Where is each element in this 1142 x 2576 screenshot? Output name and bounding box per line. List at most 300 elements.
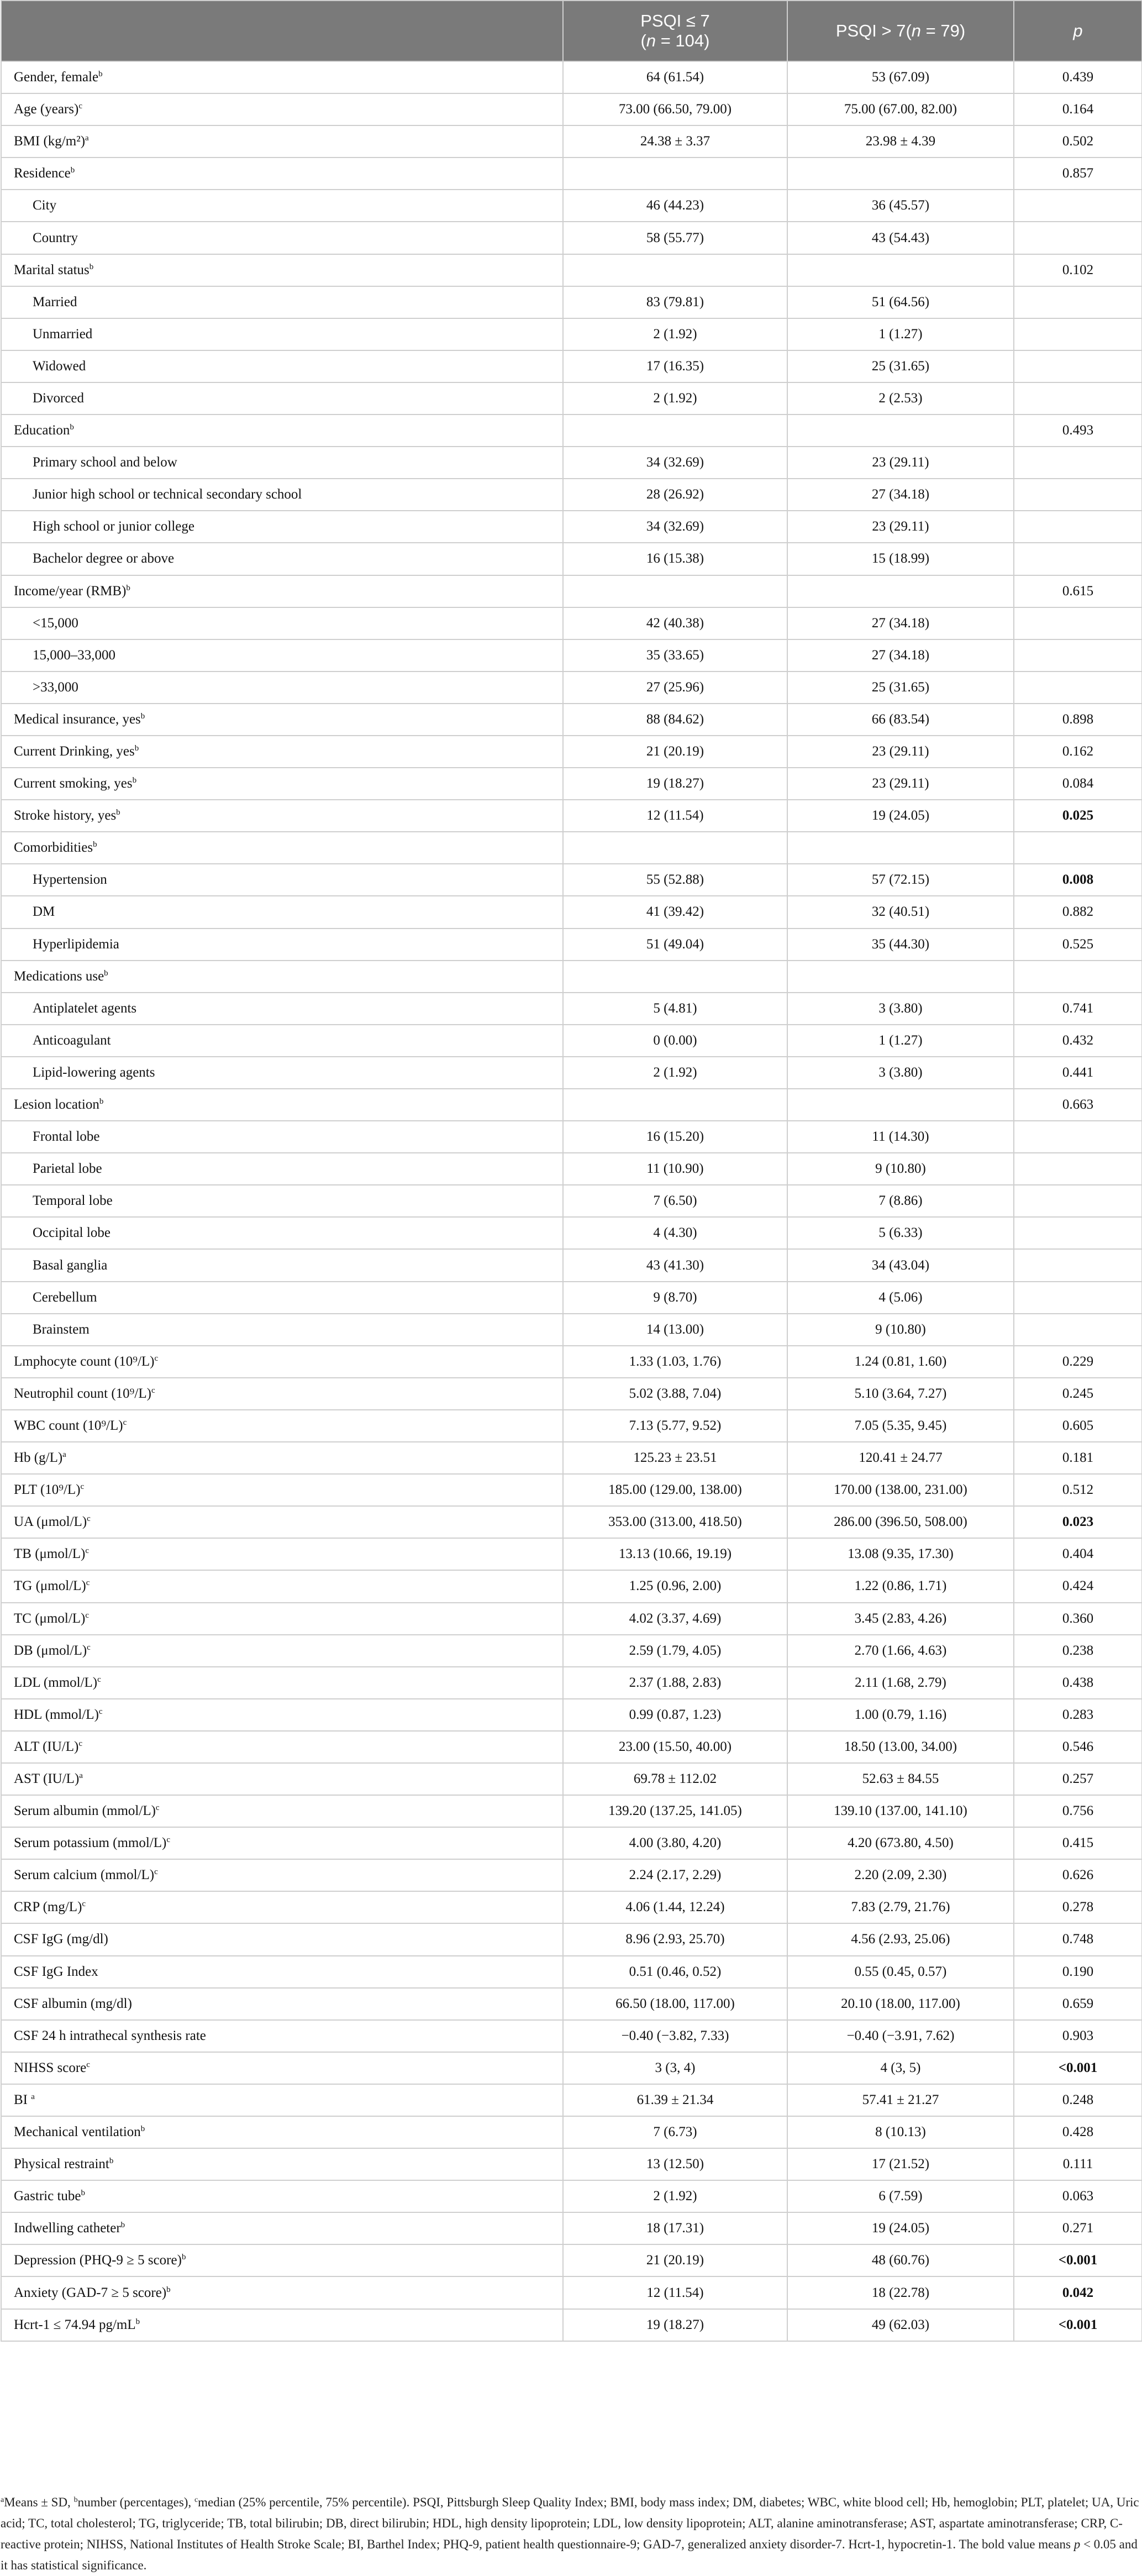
row-label-cell: [1, 768, 563, 800]
p-value: 0.512: [1014, 1474, 1142, 1506]
p-value: 0.404: [1014, 1538, 1142, 1570]
psqi-high-value: 2 (2.53): [787, 382, 1014, 415]
table-row: [1, 928, 1142, 961]
table-row: [1, 1153, 1142, 1185]
row-label-footnote-marker: c: [87, 1514, 91, 1524]
p-value: 0.042: [1014, 2276, 1142, 2309]
p-value: 0.278: [1014, 1891, 1142, 1923]
psqi-low-value: 14 (13.00): [563, 1314, 787, 1346]
row-label: Basal ganglia: [33, 1257, 108, 1273]
p-value: 0.164: [1014, 93, 1142, 125]
psqi-high-value: 5 (6.33): [787, 1217, 1014, 1249]
header-psqi-low-count: = 104): [656, 31, 710, 50]
p-value: 0.181: [1014, 1442, 1142, 1474]
row-label: City: [33, 198, 57, 213]
row-label: <15,000: [33, 615, 78, 631]
p-value: 0.162: [1014, 736, 1142, 768]
psqi-low-value: 19 (18.27): [563, 2309, 787, 2341]
row-label: Current Drinking, yes: [14, 744, 135, 759]
psqi-high-value: 57 (72.15): [787, 864, 1014, 896]
psqi-high-value: 27 (34.18): [787, 607, 1014, 639]
row-label-footnote-marker: c: [78, 1739, 83, 1748]
p-value: 0.741: [1014, 993, 1142, 1025]
psqi-low-value: 41 (39.42): [563, 896, 787, 928]
row-label-cell: [1, 2212, 563, 2244]
p-value: 0.111: [1014, 2148, 1142, 2180]
psqi-low-value: 66.50 (18.00, 117.00): [563, 1988, 787, 2020]
row-label-cell: [1, 1635, 563, 1667]
row-label: Hypertension: [33, 872, 107, 888]
row-label-footnote-marker: c: [85, 1546, 90, 1556]
row-label-footnote-marker: b: [81, 2189, 85, 2198]
psqi-low-value: [563, 575, 787, 607]
row-label-cell: [1, 2116, 563, 2148]
table-row: [1, 1089, 1142, 1121]
p-value: 0.882: [1014, 896, 1142, 928]
row-label-cell: [1, 1185, 563, 1217]
psqi-high-value: 1.24 (0.81, 1.60): [787, 1346, 1014, 1378]
p-value: [1014, 1282, 1142, 1314]
row-label-cell: [1, 1506, 563, 1538]
table-row: [1, 1827, 1142, 1859]
row-label: HDL (mmol/L): [14, 1707, 99, 1722]
psqi-high-value: 23 (29.11): [787, 768, 1014, 800]
table-row: [1, 1603, 1142, 1635]
row-label-cell: [1, 1346, 563, 1378]
table-footnote: [1, 2492, 1141, 2576]
row-label: Neutrophil count (10⁹/L): [14, 1386, 151, 1401]
psqi-high-value: 25 (31.65): [787, 350, 1014, 382]
psqi-low-value: [563, 1089, 787, 1121]
table-row: [1, 2309, 1142, 2341]
psqi-high-value: 2.11 (1.68, 2.79): [787, 1667, 1014, 1699]
p-value: [1014, 1185, 1142, 1217]
row-label-cell: [1, 61, 563, 93]
psqi-high-value: 11 (14.30): [787, 1121, 1014, 1153]
p-value: 0.415: [1014, 1827, 1142, 1859]
row-label-cell: [1, 318, 563, 350]
psqi-high-value: 53 (67.09): [787, 61, 1014, 93]
psqi-low-value: 13.13 (10.66, 19.19): [563, 1538, 787, 1570]
psqi-low-value: 2 (1.92): [563, 318, 787, 350]
psqi-low-value: 5 (4.81): [563, 993, 787, 1025]
p-value: 0.283: [1014, 1699, 1142, 1731]
row-label-footnote-marker: b: [116, 808, 120, 817]
p-value: 0.748: [1014, 1923, 1142, 1955]
row-label-cell: [1, 1667, 563, 1699]
table-row: [1, 1185, 1142, 1217]
p-value: 0.439: [1014, 61, 1142, 93]
psqi-high-value: 4 (3, 5): [787, 2052, 1014, 2084]
row-label-cell: [1, 736, 563, 768]
psqi-low-value: 0 (0.00): [563, 1025, 787, 1057]
row-label-footnote-marker: b: [181, 2253, 186, 2262]
row-label-cell: [1, 928, 563, 961]
table-row: [1, 1538, 1142, 1570]
table-row: [1, 543, 1142, 575]
row-label-cell: [1, 1763, 563, 1795]
row-label: BI: [14, 2092, 31, 2107]
p-value: 0.248: [1014, 2084, 1142, 2116]
table-row: [1, 993, 1142, 1025]
header-variable: [1, 1, 563, 61]
table-row: [1, 61, 1142, 93]
psqi-high-value: 1.00 (0.79, 1.16): [787, 1699, 1014, 1731]
psqi-high-value: 52.63 ± 84.55: [787, 1763, 1014, 1795]
row-label: Medications use: [14, 968, 104, 984]
row-label: AST (IU/L): [14, 1771, 80, 1787]
row-label: Temporal lobe: [33, 1193, 113, 1209]
table-row: [1, 1249, 1142, 1281]
row-label: LDL (mmol/L): [14, 1675, 98, 1690]
table-row: [1, 1763, 1142, 1795]
psqi-low-value: 2 (1.92): [563, 2180, 787, 2212]
row-label-cell: [1, 125, 563, 158]
row-label: BMI (kg/m²): [14, 134, 86, 149]
row-label-footnote-marker: c: [123, 1418, 127, 1427]
row-label-cell: [1, 961, 563, 993]
psqi-high-value: 18 (22.78): [787, 2276, 1014, 2309]
table-header: [1, 1, 1142, 61]
row-label-cell: [1, 1314, 563, 1346]
footnote-text-b: number (percentages),: [77, 2495, 194, 2509]
table-row: [1, 254, 1142, 286]
header-row: [1, 1, 1142, 61]
row-label-cell: [1, 1570, 563, 1602]
table-row: [1, 286, 1142, 318]
row-label-footnote-marker: c: [98, 1707, 103, 1716]
psqi-low-value: 55 (52.88): [563, 864, 787, 896]
row-label-footnote-marker: a: [79, 1771, 83, 1781]
row-label: Lipid-lowering agents: [33, 1064, 155, 1080]
psqi-high-value: 23.98 ± 4.39: [787, 125, 1014, 158]
row-label: Divorced: [33, 390, 85, 406]
psqi-low-value: 2.24 (2.17, 2.29): [563, 1859, 787, 1891]
table-row: [1, 2052, 1142, 2084]
psqi-high-value: 51 (64.56): [787, 286, 1014, 318]
row-label-cell: [1, 1699, 563, 1731]
p-value: [1014, 961, 1142, 993]
row-label: PLT (10⁹/L): [14, 1482, 81, 1498]
psqi-high-value: 7.83 (2.79, 21.76): [787, 1891, 1014, 1923]
psqi-low-value: 24.38 ± 3.37: [563, 125, 787, 158]
row-label: Serum calcium (mmol/L): [14, 1867, 155, 1883]
row-label: CSF albumin (mg/dl): [14, 1996, 132, 2011]
table-row: [1, 125, 1142, 158]
p-value: 0.756: [1014, 1795, 1142, 1827]
table-row: [1, 93, 1142, 125]
psqi-high-value: 27 (34.18): [787, 479, 1014, 511]
row-label-footnote-marker: c: [154, 1353, 159, 1363]
table-row: [1, 736, 1142, 768]
header-p-value: p: [1014, 1, 1142, 61]
table-row: [1, 1731, 1142, 1763]
psqi-high-value: 7 (8.86): [787, 1185, 1014, 1217]
header-psqi-high-count: = 79): [921, 21, 966, 41]
table-row: [1, 832, 1142, 864]
psqi-high-value: 32 (40.51): [787, 896, 1014, 928]
p-value: [1014, 286, 1142, 318]
psqi-high-value: 2.70 (1.66, 4.63): [787, 1635, 1014, 1667]
row-label-footnote-marker: b: [140, 2124, 145, 2134]
psqi-low-value: 88 (84.62): [563, 704, 787, 736]
row-label: Comorbidities: [14, 840, 93, 856]
psqi-low-value: 139.20 (137.25, 141.05): [563, 1795, 787, 1827]
psqi-low-value: [563, 961, 787, 993]
row-label-cell: [1, 2020, 563, 2052]
p-value: [1014, 447, 1142, 479]
row-label: Physical restraint: [14, 2157, 109, 2172]
psqi-high-value: 1 (1.27): [787, 1025, 1014, 1057]
row-label: Frontal lobe: [33, 1129, 100, 1145]
p-value: 0.546: [1014, 1731, 1142, 1763]
psqi-high-value: 4.20 (673.80, 4.50): [787, 1827, 1014, 1859]
psqi-low-value: 7 (6.73): [563, 2116, 787, 2148]
row-label-cell: [1, 1410, 563, 1442]
row-label-footnote-marker: b: [140, 711, 145, 721]
psqi-low-value: 21 (20.19): [563, 736, 787, 768]
psqi-low-value: 18 (17.31): [563, 2212, 787, 2244]
row-label-footnote-marker: a: [85, 134, 89, 143]
row-label-cell: [1, 1538, 563, 1570]
table-row: [1, 1923, 1142, 1955]
row-label: Anxiety (GAD-7 ≥ 5 score): [14, 2285, 167, 2300]
row-label: Marital status: [14, 262, 90, 277]
row-label-cell: [1, 1731, 563, 1763]
row-label-cell: [1, 1988, 563, 2020]
table-row: [1, 1891, 1142, 1923]
p-value: 0.626: [1014, 1859, 1142, 1891]
table-row: [1, 382, 1142, 415]
row-label: Married: [33, 294, 77, 309]
table-row: [1, 639, 1142, 671]
row-label-footnote-marker: c: [78, 102, 82, 111]
table-row: [1, 190, 1142, 222]
psqi-low-value: 353.00 (313.00, 418.50): [563, 1506, 787, 1538]
header-psqi-low-paren: (: [640, 31, 646, 50]
psqi-high-value: 2.20 (2.09, 2.30): [787, 1859, 1014, 1891]
psqi-low-value: 1.33 (1.03, 1.76): [563, 1346, 787, 1378]
psqi-high-value: 23 (29.11): [787, 511, 1014, 543]
row-label-cell: [1, 1442, 563, 1474]
p-value: [1014, 639, 1142, 671]
p-value: 0.615: [1014, 575, 1142, 607]
psqi-low-value: 3 (3, 4): [563, 2052, 787, 2084]
p-value: [1014, 479, 1142, 511]
row-label-footnote-marker: b: [132, 776, 137, 785]
p-value: 0.525: [1014, 928, 1142, 961]
psqi-high-value: 20.10 (18.00, 117.00): [787, 1988, 1014, 2020]
psqi-low-value: 23.00 (15.50, 40.00): [563, 1731, 787, 1763]
psqi-high-value: 3.45 (2.83, 4.26): [787, 1603, 1014, 1635]
row-label: High school or junior college: [33, 519, 194, 534]
psqi-low-value: 19 (18.27): [563, 768, 787, 800]
row-label: TC (μmol/L): [14, 1610, 86, 1626]
table-row: [1, 1410, 1142, 1442]
row-label-cell: [1, 575, 563, 607]
table-row: [1, 1859, 1142, 1891]
row-label-footnote-marker: c: [151, 1386, 155, 1395]
table-row: [1, 2180, 1142, 2212]
row-label-footnote-marker: c: [82, 1900, 86, 1909]
p-value: 0.441: [1014, 1057, 1142, 1089]
psqi-low-value: 8.96 (2.93, 25.70): [563, 1923, 787, 1955]
row-label-cell: [1, 1282, 563, 1314]
footnote-text-c: median (25% percentile, 75% percentile). PSQI, Pittsburgh Sleep Quality Index; BMI, body mass index; DM, diabetes; WBC, white blood cell; Hb, hemoglobin; PLT, platelet; UA, Uric acid; TC, total cholesterol; TG, triglyceride; TB, total bilirubin; DB, direct bilirubin; HDL, high density lipoprotein; LDL, low density lipoprotein; ALT, alanine aminotransferase; AST, aspartate aminotransferase; CRP, C-reactive protein; NIHSS, National Institutes of Health Stroke Scale; BI, Barthel Index; PHQ-9, patient health questionnaire-9; GAD-7, generalized anxiety disorder-7. Hcrt-1, hypocretin-1. The bold value means: [1, 2495, 1139, 2551]
baseline-characteristics-table: [1, 0, 1142, 2342]
row-label: Parietal lobe: [33, 1161, 102, 1177]
row-label-cell: [1, 479, 563, 511]
psqi-high-value: [787, 1089, 1014, 1121]
row-label: Hcrt-1 ≤ 74.94 pg/mL: [14, 2317, 136, 2332]
row-label-cell: [1, 382, 563, 415]
row-label-cell: [1, 1603, 563, 1635]
psqi-low-value: [563, 832, 787, 864]
table-row: [1, 575, 1142, 607]
row-label-footnote-marker: c: [166, 1835, 171, 1845]
p-value: 0.428: [1014, 2116, 1142, 2148]
row-label: Cerebellum: [33, 1289, 97, 1305]
row-label-footnote-marker: b: [134, 744, 139, 753]
row-label-footnote-marker: b: [126, 583, 130, 592]
p-value: 0.898: [1014, 704, 1142, 736]
row-label-cell: [1, 639, 563, 671]
psqi-high-value: [787, 961, 1014, 993]
row-label-cell: [1, 1795, 563, 1827]
p-value: 0.360: [1014, 1603, 1142, 1635]
row-label-cell: [1, 671, 563, 704]
p-value: [1014, 511, 1142, 543]
header-psqi-high-label: PSQI > 7(: [835, 21, 912, 41]
row-label-footnote-marker: a: [31, 2092, 35, 2101]
row-label-footnote-marker: c: [86, 1578, 90, 1588]
psqi-low-value: 2.59 (1.79, 4.05): [563, 1635, 787, 1667]
row-label-footnote-marker: b: [93, 840, 97, 849]
psqi-high-value: [787, 832, 1014, 864]
header-psqi-high-n: n: [911, 21, 922, 41]
footnote-sup-b: b: [73, 2496, 78, 2504]
row-label: Age (years): [14, 102, 79, 117]
p-value: 0.229: [1014, 1346, 1142, 1378]
psqi-low-value: 16 (15.38): [563, 543, 787, 575]
table-row: [1, 1667, 1142, 1699]
p-value: 0.257: [1014, 1763, 1142, 1795]
row-label-footnote-marker: b: [135, 2317, 140, 2326]
psqi-low-value: 12 (11.54): [563, 800, 787, 832]
row-label: WBC count (10⁹/L): [14, 1418, 123, 1433]
row-label-cell: [1, 350, 563, 382]
row-label-footnote-marker: b: [120, 2221, 125, 2230]
p-value: [1014, 222, 1142, 254]
row-label-footnote-marker: c: [154, 1867, 158, 1877]
table-row: [1, 1314, 1142, 1346]
psqi-high-value: 75.00 (67.00, 82.00): [787, 93, 1014, 125]
p-value: [1014, 832, 1142, 864]
row-label-cell: [1, 1474, 563, 1506]
table-row: [1, 671, 1142, 704]
psqi-high-value: 48 (60.76): [787, 2244, 1014, 2276]
p-value: 0.659: [1014, 1988, 1142, 2020]
row-label-footnote-marker: c: [86, 2060, 90, 2069]
p-value: [1014, 318, 1142, 350]
row-label: UA (μmol/L): [14, 1514, 87, 1530]
row-label-cell: [1, 543, 563, 575]
row-label-cell: [1, 832, 563, 864]
table-row: [1, 896, 1142, 928]
row-label-cell: [1, 2148, 563, 2180]
row-label: Income/year (RMB): [14, 583, 127, 599]
row-label: TB (μmol/L): [14, 1546, 86, 1562]
row-label: Lmphocyte count (10⁹/L): [14, 1353, 155, 1369]
row-label-footnote-marker: b: [70, 166, 75, 175]
p-value: [1014, 671, 1142, 704]
p-value: [1014, 1121, 1142, 1153]
psqi-low-value: 9 (8.70): [563, 1282, 787, 1314]
psqi-low-value: 5.02 (3.88, 7.04): [563, 1378, 787, 1410]
row-label-cell: [1, 2180, 563, 2212]
row-label-cell: [1, 1089, 563, 1121]
row-label: Education: [14, 423, 70, 438]
footnote-text-end: < 0.05 and it has statistical significance.: [1, 2537, 1138, 2572]
p-value: 0.432: [1014, 1025, 1142, 1057]
table-row: [1, 1442, 1142, 1474]
psqi-low-value: 51 (49.04): [563, 928, 787, 961]
psqi-low-value: 4 (4.30): [563, 1217, 787, 1249]
row-label-footnote-marker: b: [98, 70, 103, 79]
row-label-cell: [1, 511, 563, 543]
psqi-high-value: 170.00 (138.00, 231.00): [787, 1474, 1014, 1506]
table-row: [1, 800, 1142, 832]
table-row: [1, 1121, 1142, 1153]
row-label-cell: [1, 1217, 563, 1249]
psqi-high-value: 57.41 ± 21.27: [787, 2084, 1014, 2116]
row-label-cell: [1, 2309, 563, 2341]
p-value: [1014, 190, 1142, 222]
psqi-high-value: 35 (44.30): [787, 928, 1014, 961]
table-row: [1, 1795, 1142, 1827]
row-label-cell: [1, 1121, 563, 1153]
row-label-cell: [1, 1057, 563, 1089]
row-label: Occipital lobe: [33, 1225, 110, 1241]
p-value: 0.502: [1014, 125, 1142, 158]
table-row: [1, 2084, 1142, 2116]
row-label: CSF 24 h intrathecal synthesis rate: [14, 2028, 206, 2043]
psqi-high-value: 4.56 (2.93, 25.06): [787, 1923, 1014, 1955]
row-label: Antiplatelet agents: [33, 1000, 137, 1016]
row-label: Gastric tube: [14, 2189, 81, 2204]
table-row: [1, 1506, 1142, 1538]
row-label: CSF IgG (mg/dl): [14, 1932, 108, 1947]
row-label-cell: [1, 1153, 563, 1185]
row-label-cell: [1, 447, 563, 479]
p-value: 0.238: [1014, 1635, 1142, 1667]
row-label-cell: [1, 415, 563, 447]
row-label-cell: [1, 607, 563, 639]
row-label-cell: [1, 896, 563, 928]
psqi-high-value: [787, 575, 1014, 607]
p-value: 0.008: [1014, 864, 1142, 896]
psqi-high-value: 23 (29.11): [787, 447, 1014, 479]
row-label: CSF IgG Index: [14, 1964, 98, 1979]
psqi-high-value: 15 (18.99): [787, 543, 1014, 575]
row-label: Indwelling catheter: [14, 2221, 121, 2236]
p-value: 0.245: [1014, 1378, 1142, 1410]
psqi-low-value: 2 (1.92): [563, 1057, 787, 1089]
row-label: Residence: [14, 166, 71, 181]
row-label-cell: [1, 190, 563, 222]
footnote-sup-c: c: [194, 2496, 198, 2504]
row-label: ALT (IU/L): [14, 1739, 79, 1754]
